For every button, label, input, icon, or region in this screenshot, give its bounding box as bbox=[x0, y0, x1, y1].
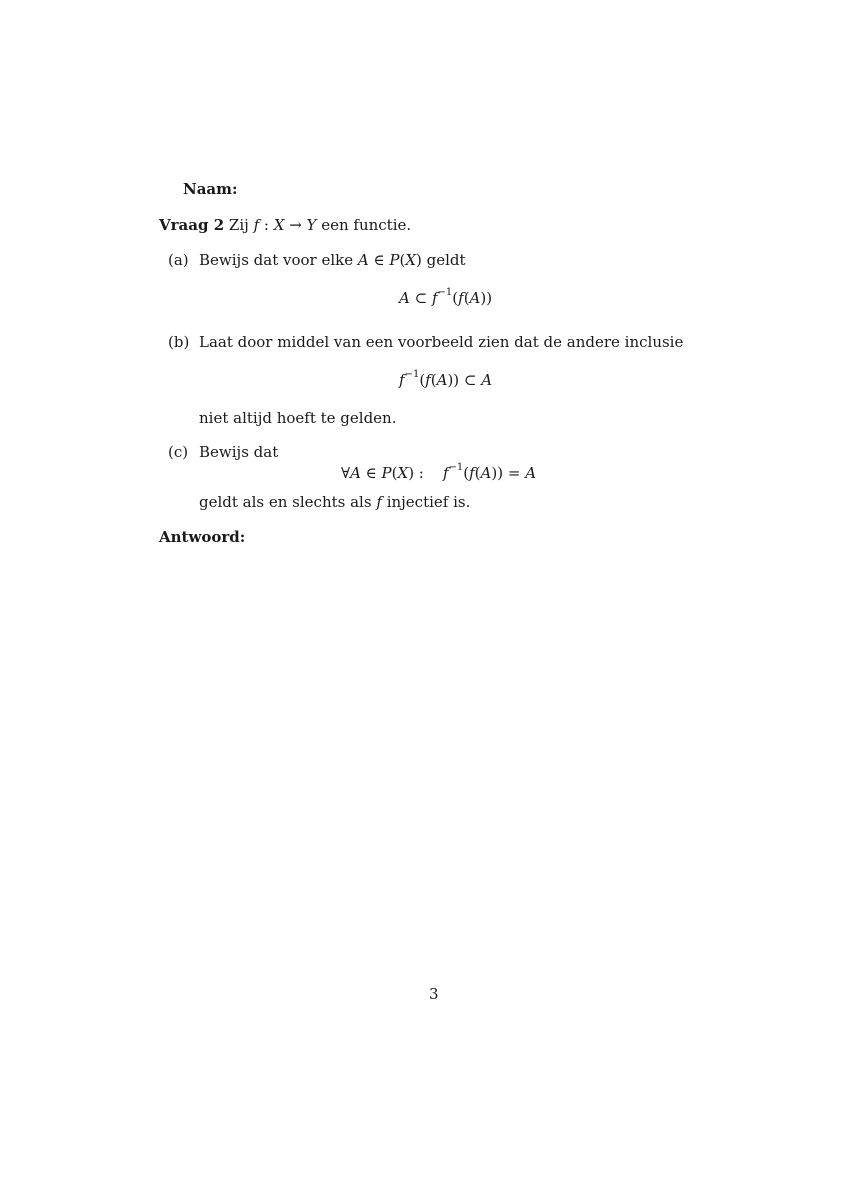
function-definition: f : X → Y bbox=[253, 216, 317, 234]
part-c-after-prefix: geldt als en slechts als bbox=[199, 493, 372, 511]
part-b-text: Laat door middel van een voorbeeld zien dat de andere inclusie bbox=[199, 333, 684, 351]
part-c-marker: (c) bbox=[168, 443, 189, 461]
question-intro bbox=[159, 215, 411, 235]
part-b-marker: (b) bbox=[168, 333, 190, 351]
part-a-text-suffix: geldt bbox=[426, 251, 466, 269]
part-c-formula: ∀A ∈ P(X) : $f^{-1}(f(A)) = A$ bbox=[341, 462, 537, 482]
part-a-text-prefix: Bewijs dat voor elke bbox=[199, 251, 354, 269]
answer-label: Antwoord: bbox=[159, 528, 246, 546]
part-c-after-suffix: injectief is. bbox=[386, 493, 471, 511]
part-c-text: Bewijs dat bbox=[199, 443, 279, 461]
part-a-text bbox=[199, 250, 466, 270]
part-c-after bbox=[199, 492, 470, 512]
part-a-marker: (a) bbox=[168, 251, 189, 269]
part-b-after: niet altijd hoeft te gelden. bbox=[199, 409, 397, 427]
part-c-function-symbol: f bbox=[376, 493, 382, 511]
part-b-formula: $f^{-1}(f(A))$ ⊂ A bbox=[399, 369, 493, 389]
question-intro-suffix: een functie. bbox=[321, 216, 412, 234]
question-intro-prefix: Zij bbox=[228, 216, 249, 234]
page-number: 3 bbox=[429, 985, 439, 1003]
part-a-set-membership: A ∈ P(X) bbox=[357, 251, 422, 269]
part-a-formula: A ⊂ $f^{-1}(f(A))$ bbox=[399, 287, 493, 307]
question-label: Vraag 2 bbox=[159, 216, 225, 234]
name-label: Naam: bbox=[183, 180, 238, 198]
